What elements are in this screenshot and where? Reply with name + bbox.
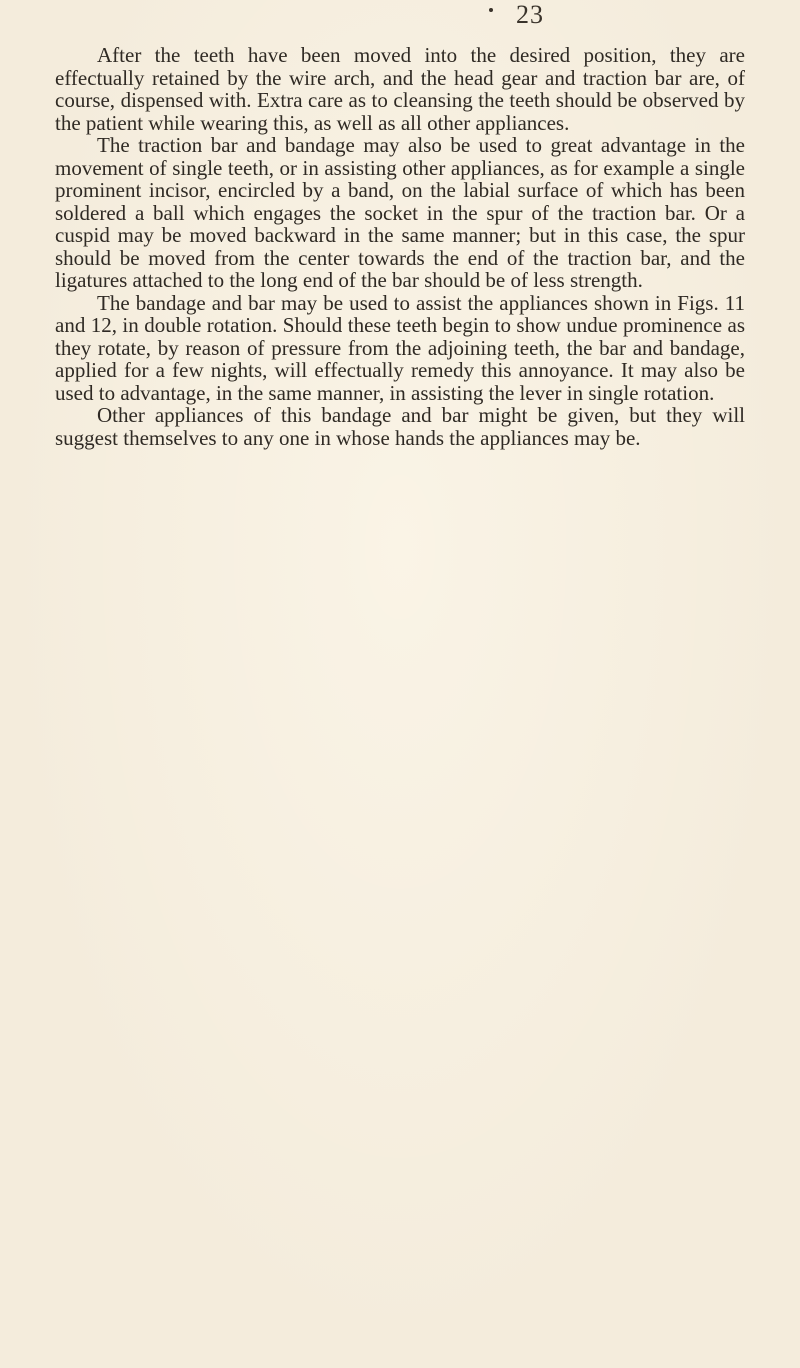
paragraph-other-appliances: Other appliances of this bandage and bar might be given, but they will suggest themselves to any one in whose hands the appliances may be. — [55, 403, 745, 450]
page-number: 23 — [516, 0, 544, 29]
paragraph-traction-bar: The traction bar and bandage may also be used to great advantage in the movement of single teeth, or in assisting other appliances, as for example a single prominent incisor, encircled by a band, on the labial surface of which has been soldered a ball which engages the socket in the spur of the traction bar. Or a cuspid may be moved backward in the same manner; but in this case, the spur should be moved from the center towards the end of the traction bar, and the ligatures attached to the long end of the bar should be of less strength. — [55, 133, 745, 292]
body-text — [55, 44, 745, 449]
ink-dot — [489, 8, 493, 12]
paragraph-double-rotation: The bandage and bar may be used to assist the appliances shown in Figs. 11 and 12, in double rotation. Should these teeth begin to show undue prominence as they rotate, by reason of pressure from the adjoining teeth, the bar and bandage, applied for a few nights, will effectually remedy this annoyance. It may also be used to advantage, in the same manner, in assisting the lever in single rotation. — [55, 290, 745, 405]
paragraph-retention: After the teeth have been moved into the desired position, they are effectually retained by the wire arch, and the head gear and traction bar are, of course, dispensed with. Extra care as to cleansing the teeth should be observed by the patient while wearing this, as well as all other appliances. — [55, 43, 745, 135]
